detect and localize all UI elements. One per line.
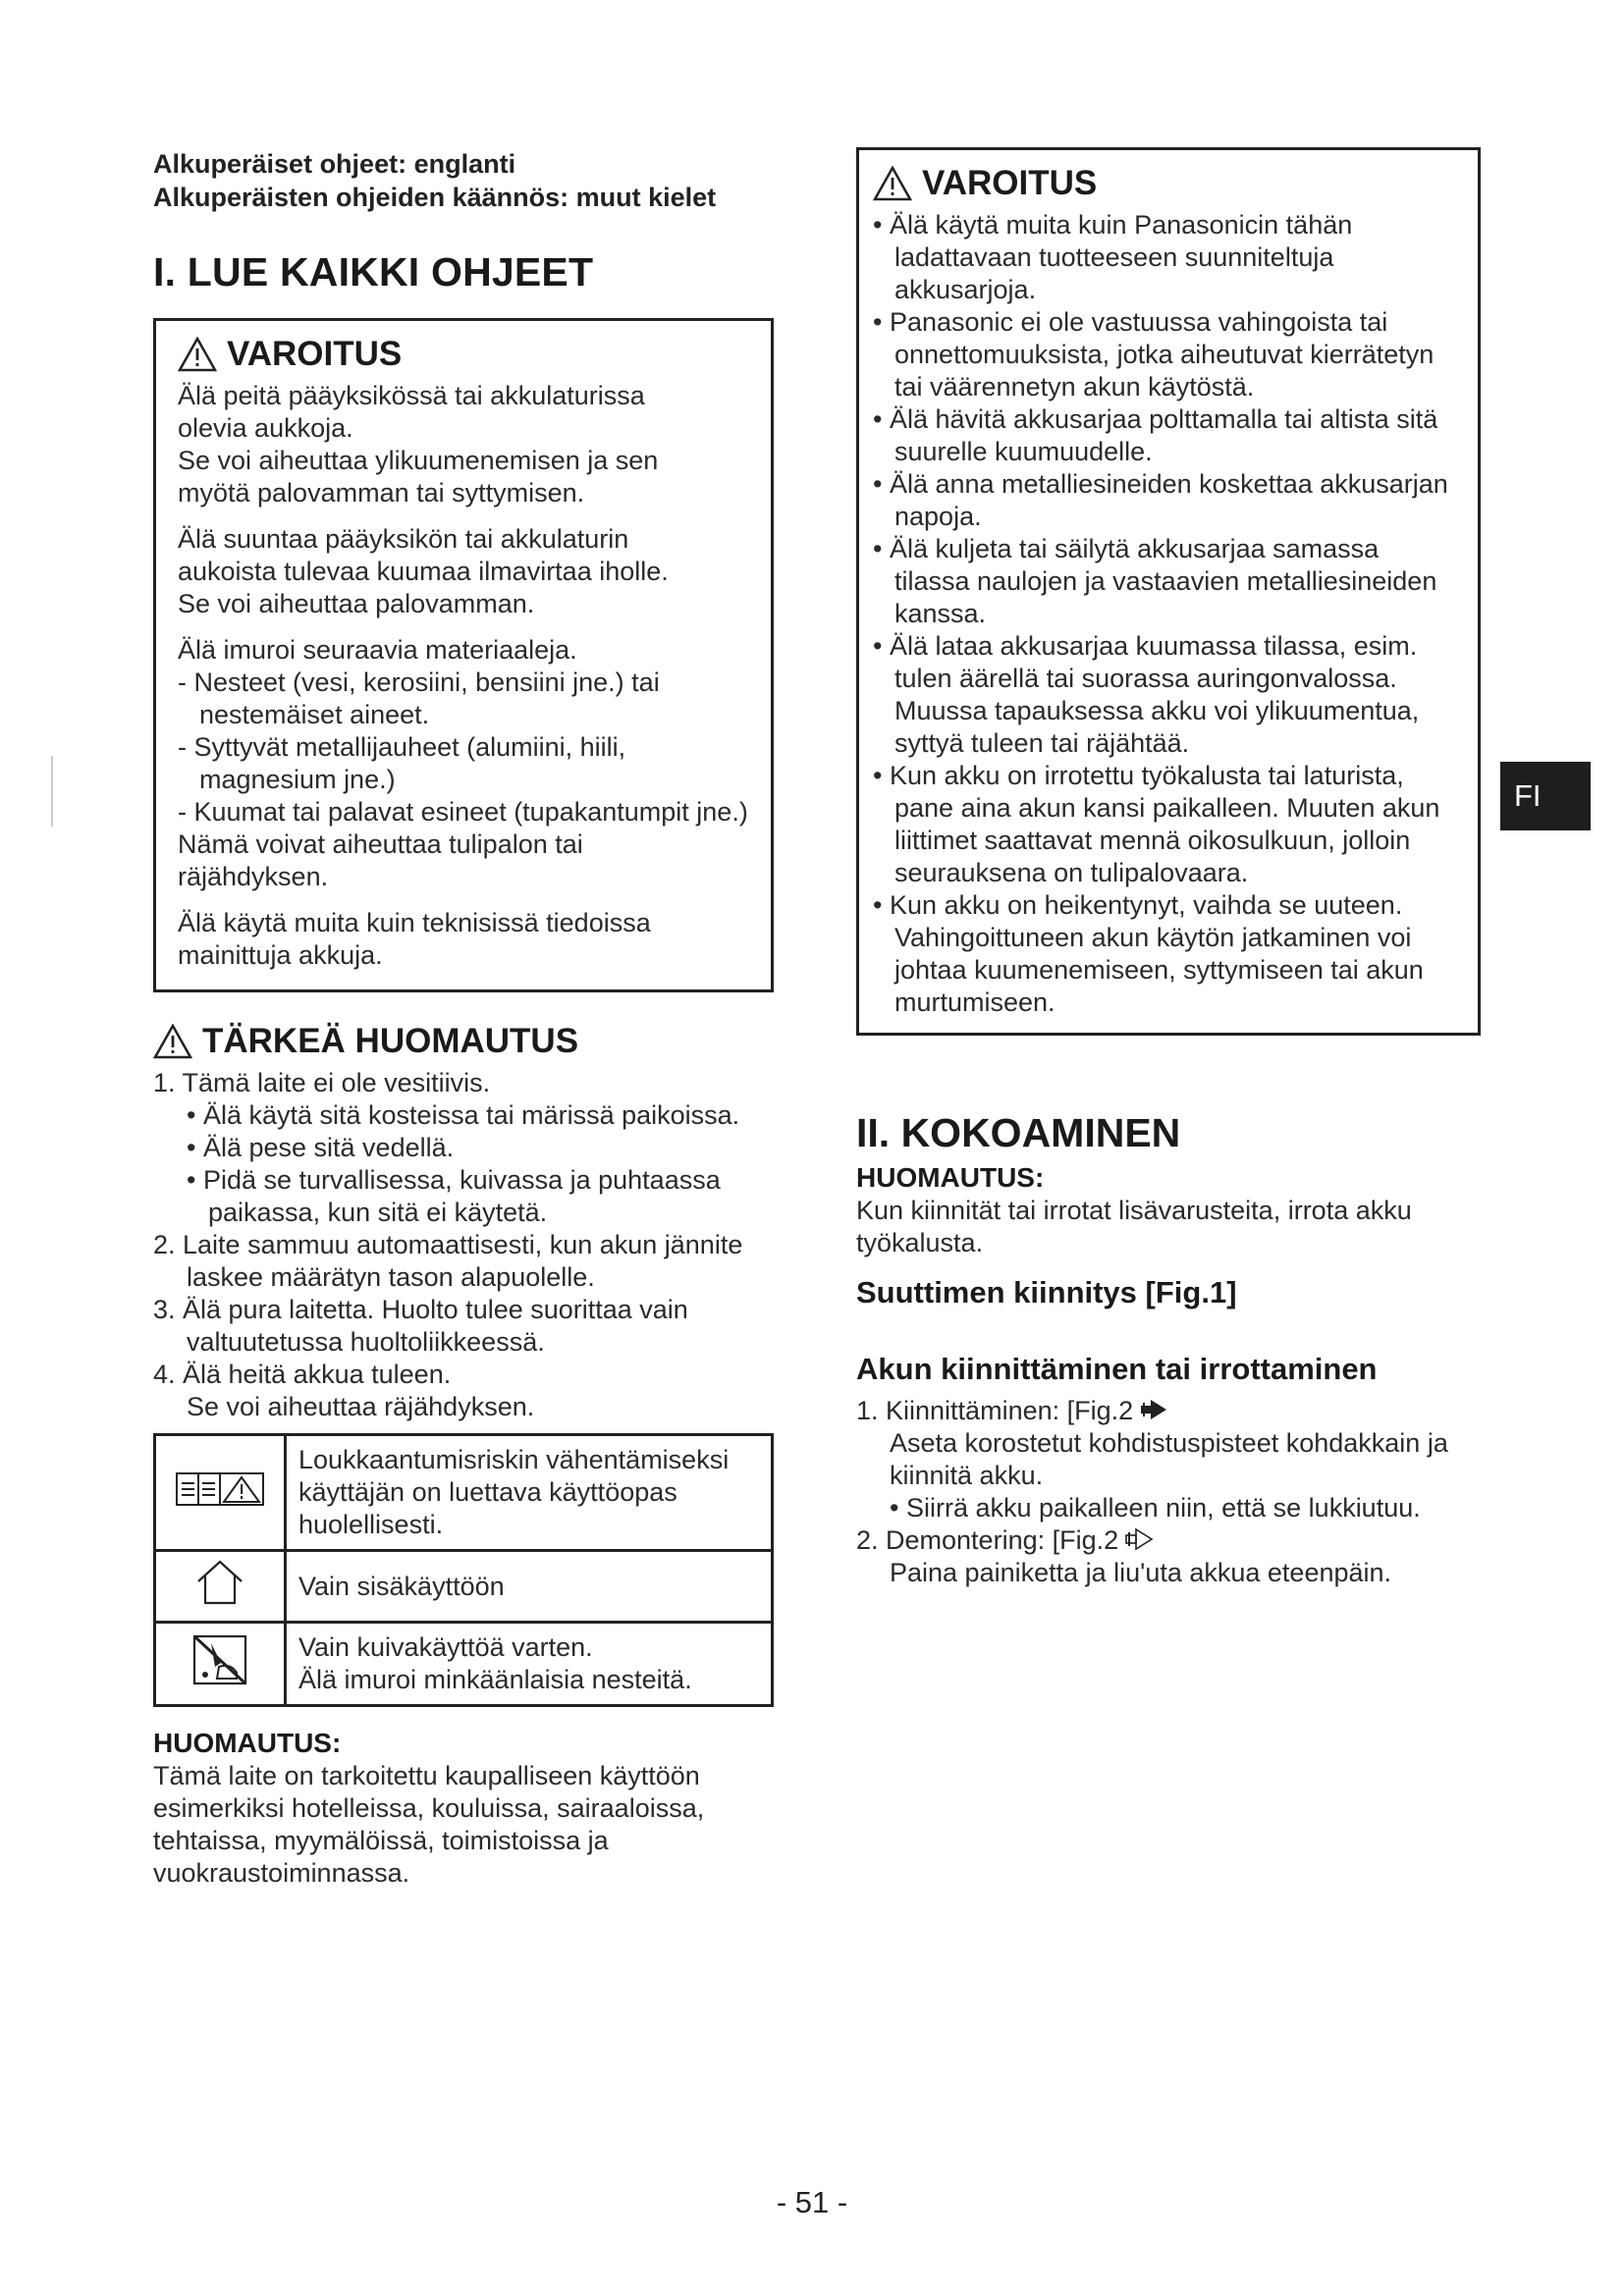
important-subitem: • Pidä se turvallisessa, kuivassa ja puhtaassa paikassa, kun sitä ei käytetä.	[187, 1165, 721, 1227]
warning-list-item: - Kuumat tai palavat esineet (tupakantumpit jne.)	[178, 797, 748, 827]
important-item-1: 1. Tämä laite ei ole vesitiivis.	[153, 1068, 491, 1097]
step-1-bullet: • Siirrä akku paikalleen niin, että se lukkiutuu.	[890, 1493, 1421, 1522]
important-subitem: • Älä käytä sitä kosteissa tai märissä paikoissa.	[187, 1100, 740, 1130]
symbol-text: Älä imuroi minkäänlaisia nesteitä.	[298, 1665, 692, 1694]
no-liquid-vacuum-icon	[191, 1633, 248, 1686]
section-2-title: II. KOKOAMINEN	[856, 1110, 1181, 1155]
battery-warning-item: • Älä anna metalliesineiden koskettaa akkusarjan napoja.	[873, 469, 1448, 531]
warning-box	[153, 318, 774, 992]
attach-arrow-icon	[1137, 1396, 1170, 1423]
original-language-line: Alkuperäiset ohjeet: englanti	[153, 149, 516, 179]
battery-warning-item: • Älä käytä muita kuin Panasonicin tähän ladattavaan tuotteeseen suunniteltuja akkusarjoja.	[873, 210, 1353, 304]
page-number: - 51 -	[776, 2185, 848, 2219]
read-manual-icon	[175, 1469, 265, 1509]
battery-warning-item: • Panasonic ei ole vastuussa vahingoista tai onnettomuuksista, jotka aiheutuvat kierrätetyn tai väärennetyn akun käytöstä.	[873, 307, 1435, 401]
battery-warning-item: • Älä kuljeta tai säilytä akkusarjaa samassa tilassa naulojen ja vastaavien metalliesineiden kanssa.	[873, 534, 1437, 628]
battery-warning-item: • Älä lataa akkusarjaa kuumassa tilassa, esim. tulen äärellä tai suorassa auringonvalossa. Muussa tapauksessa akku voi ylikuumentua, syttyä tuleen tai räjähtää.	[873, 631, 1420, 758]
important-subitem: • Älä pese sitä vedellä.	[187, 1133, 455, 1162]
translation-language-line: Alkuperäisten ohjeiden käännös: muut kielet	[153, 183, 717, 212]
important-item-3: 3. Älä pura laitetta. Huolto tulee suorittaa vain valtuutetussa huoltoliikkeessä.	[153, 1295, 688, 1357]
important-item-4: 4. Älä heitä akkua tuleen.	[153, 1360, 452, 1389]
indoor-house-icon	[192, 1558, 247, 1607]
symbol-row	[155, 1435, 773, 1551]
step-1	[856, 1395, 1481, 1427]
symbol-row	[155, 1551, 773, 1623]
warning-p3-end-line: räjähdyksen.	[178, 862, 329, 891]
note-title: HUOMAUTUS:	[153, 1728, 342, 1758]
warning-list-item: - Syttyvät metallijauheet (alumiini, hiili, magnesium jne.)	[178, 732, 626, 794]
step-2	[856, 1524, 1481, 1557]
section-2-note-text: Kun kiinnität tai irrotat lisävarusteita, irrota akku työkalusta.	[856, 1196, 1412, 1257]
margin-line	[51, 756, 53, 827]
battery-warning-item: • Älä hävitä akkusarjaa polttamalla tai altista sitä suurelle kuumuudelle.	[873, 404, 1438, 466]
detach-arrow-icon	[1122, 1525, 1156, 1553]
battery-warning-title: VAROITUS	[922, 164, 1098, 202]
important-item-2: 2. Laite sammuu automaattisesti, kun akun jännite laskee määrätyn tason alapuolelle.	[153, 1230, 743, 1292]
warning-triangle-icon	[178, 337, 217, 372]
section-2-note-title: HUOMAUTUS:	[856, 1162, 1045, 1193]
battery-warning-item: • Kun akku on irrotettu työkalusta tai laturista, pane aina akun kansi paikalleen. Muuten akun liittimet saattavat mennä oikosulkuun, jolloin seurauksena on tulipalovaara.	[873, 761, 1440, 887]
step-1-label: 1. Kiinnittäminen: [Fig.2	[856, 1396, 1134, 1425]
battery-warning-box	[856, 147, 1481, 1036]
symbol-row	[155, 1623, 773, 1706]
step-2-text: Paina painiketta ja liu'uta akkua eteenpäin.	[890, 1558, 1392, 1587]
warning-p1-line: olevia aukkoja.	[178, 413, 353, 443]
warning-p2-line: Se voi aiheuttaa palovamman.	[178, 589, 535, 618]
warning-p2-line: aukoista tulevaa kuumaa ilmavirtaa iholle.	[178, 557, 669, 586]
warning-p3-intro: Älä imuroi seuraavia materiaaleja.	[178, 635, 577, 665]
nozzle-attach-heading: Suuttimen kiinnitys [Fig.1]	[856, 1275, 1237, 1309]
symbol-text: Vain kuivakäyttöä varten.	[298, 1632, 593, 1662]
warning-triangle-icon	[873, 166, 912, 201]
warning-p1-line: myötä palovamman tai syttymisen.	[178, 478, 585, 507]
note-text: Tämä laite on tarkoitettu kaupalliseen käyttöön esimerkiksi hotelleissa, kouluissa, sairaaloissa, tehtaissa, myymälöissä, toimistoissa ja vuokraustoiminnassa.	[153, 1761, 705, 1888]
battery-warning-item: • Kun akku on heikentynyt, vaihda se uuteen. Vahingoittuneen akun käytön jatkaminen voi johtaa kuumenemiseen, syttymiseen tai akun murtumiseen.	[873, 890, 1424, 1017]
section-1-title: I. LUE KAIKKI OHJEET	[153, 249, 594, 294]
warning-p4-line: mainittuja akkuja.	[178, 940, 383, 970]
symbols-table	[153, 1433, 774, 1707]
right-column	[856, 147, 1481, 1589]
warning-p1-line: Se voi aiheuttaa ylikuumenemisen ja sen	[178, 446, 659, 475]
warning-p4-line: Älä käytä muita kuin teknisissä tiedoissa	[178, 908, 651, 937]
battery-attach-heading: Akun kiinnittäminen tai irrottaminen	[856, 1352, 1378, 1386]
symbol-text: Loukkaantumisriskin vähentämiseksi käyttäjän on luettava käyttöopas huolellisesti.	[286, 1435, 773, 1551]
warning-p1-line: Älä peitä pääyksikössä tai akkulaturissa	[178, 381, 645, 410]
left-column	[153, 147, 774, 1890]
important-item-4-sub: Se voi aiheuttaa räjähdyksen.	[187, 1392, 535, 1421]
step-2-label: 2. Demontering: [Fig.2	[856, 1525, 1119, 1555]
symbol-text: Vain sisäkäyttöön	[286, 1551, 773, 1623]
important-notice-title: TÄRKEÄ HUOMAUTUS	[202, 1022, 579, 1060]
warning-p3-end-line: Nämä voivat aiheuttaa tulipalon tai	[178, 829, 583, 859]
warning-p2-line: Älä suuntaa pääyksikön tai akkulaturin	[178, 524, 629, 554]
language-tab-fi: FI	[1500, 762, 1591, 830]
warning-title: VAROITUS	[227, 335, 403, 373]
step-1-text: Aseta korostetut kohdistuspisteet kohdakkain ja kiinnitä akku.	[890, 1428, 1448, 1490]
warning-triangle-icon	[153, 1024, 192, 1059]
warning-list-item: - Nesteet (vesi, kerosiini, bensiini jne.) tai nestemäiset aineet.	[178, 667, 660, 729]
